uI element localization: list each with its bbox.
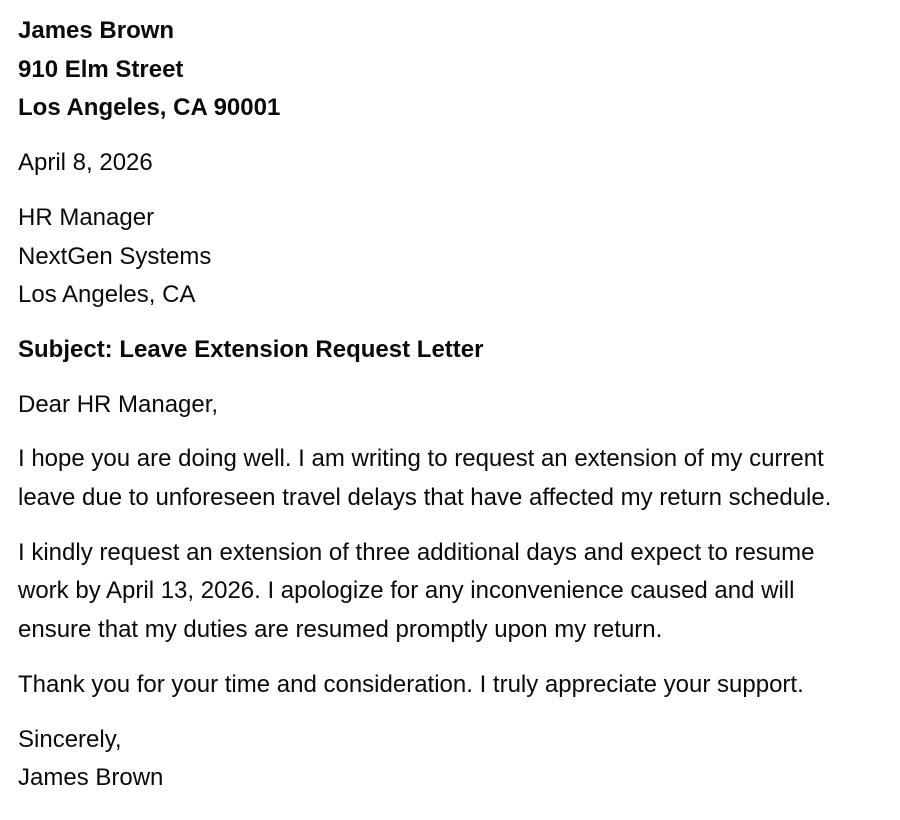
text-line: work by April 13, 2026. I apologize for any inconvenience caused and will	[18, 577, 795, 605]
text-line: I kindly request an extension of three additional days and expect to resume	[18, 538, 815, 566]
text-line: HR Manager	[18, 203, 155, 231]
text-line: James Brown	[18, 764, 164, 792]
text-line: ensure that my duties are resumed promptly upon my return.	[18, 616, 663, 644]
text-line: NextGen Systems	[18, 242, 212, 270]
sender-address-block	[18, 12, 894, 128]
closing-signature-block	[18, 721, 894, 798]
subject-line: Subject: Leave Extension Request Letter	[18, 335, 484, 363]
text-line: Thank you for your time and consideration. I truly appreciate your support.	[18, 670, 804, 698]
body-paragraph-2	[18, 534, 894, 650]
text-line: James Brown	[18, 17, 175, 44]
date-line: April 8, 2026	[18, 149, 153, 177]
text-line: leave due to unforeseen travel delays that have affected my return schedule.	[18, 484, 832, 512]
text-line: Sincerely,	[18, 725, 122, 753]
text-line: 910 Elm Street	[18, 55, 184, 83]
body-paragraph-3	[18, 666, 894, 705]
text-line: Los Angeles, CA 90001	[18, 94, 281, 122]
text-line: Los Angeles, CA	[18, 281, 196, 309]
recipient-address-block	[18, 199, 894, 315]
text-line: I hope you are doing well. I am writing to request an extension of my current	[18, 445, 824, 473]
salutation: Dear HR Manager,	[18, 390, 219, 418]
body-paragraph-1	[18, 440, 894, 517]
